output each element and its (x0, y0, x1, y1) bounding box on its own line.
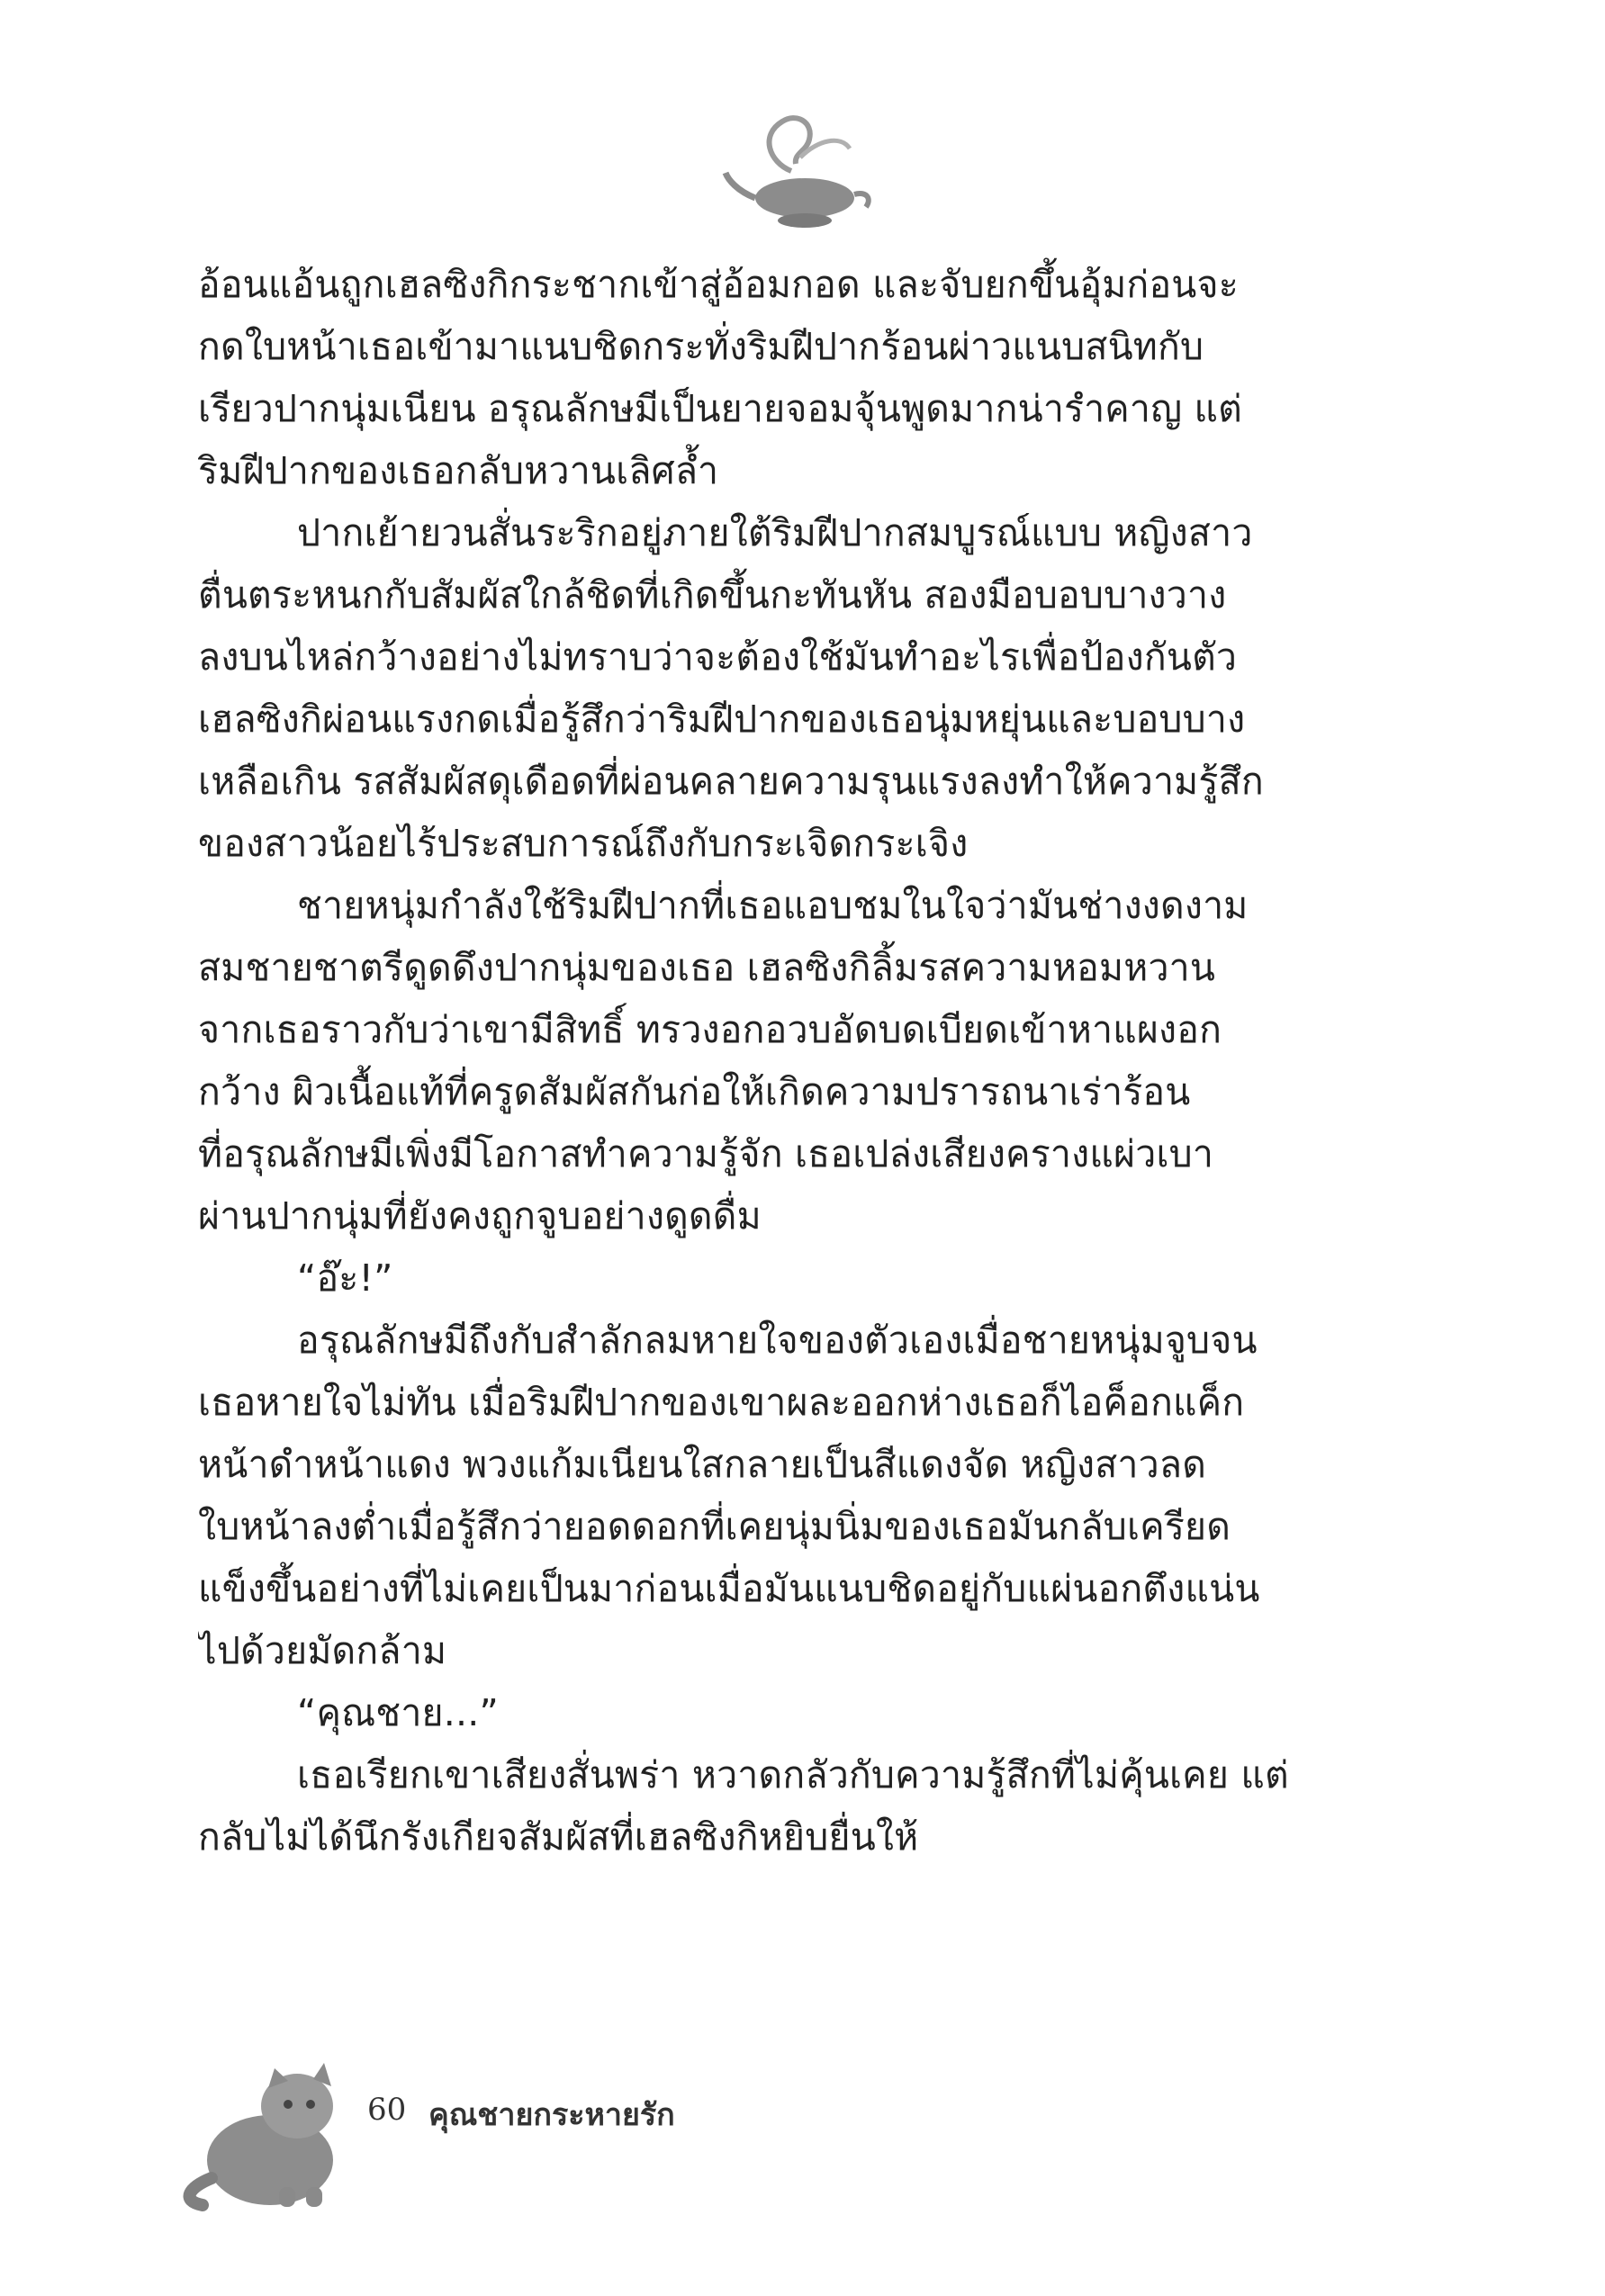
text-line: ริมฝีปากของเธอกลับหวานเลิศล้ำ (198, 449, 719, 492)
text-line: แข็งขึ้นอย่างที่ไม่เคยเป็นมาก่อนเมื่อมันแนบชิดอยู่กับแผ่นอกตึงแน่น (198, 1567, 1260, 1610)
text-line: ของสาวน้อยไร้ประสบการณ์ถึงกับกระเจิดกระเจิง (198, 822, 969, 865)
text-line: เธอเรียกเขาเสียงสั่นพร่า หวาดกลัวกับความรู้สึกที่ไม่คุ้นเคย แต่ (297, 1753, 1289, 1796)
text-line: หน้าดำหน้าแดง พวงแก้มเนียนใสกลายเป็นสีแดงจัด หญิงสาวลด (198, 1443, 1207, 1486)
text-line: “อ๊ะ!” (297, 1256, 393, 1300)
text-line: ลงบนไหล่กว้างอย่างไม่ทราบว่าจะต้องใช้มันทำอะไรเพื่อป้องกันตัว (198, 635, 1238, 679)
text-line: อ้อนแอ้นถูกเฮลซิงกิกระชากเข้าสู่อ้อมกอด และจับยกขึ้นอุ้มก่อนจะ (198, 263, 1239, 306)
text-line: ไปด้วยมัดกล้าม (198, 1629, 447, 1672)
page-number: 60 (367, 2092, 407, 2128)
text-line: ที่อรุณลักษมีเพิ่งมีโอกาสทำความรู้จัก เธอเปล่งเสียงครางแผ่วเบา (198, 1132, 1214, 1175)
text-line: ตื่นตระหนกกับสัมผัสใกล้ชิดที่เกิดขึ้นกะทันหัน สองมือบอบบางวาง (198, 573, 1227, 617)
page-footer (162, 2052, 792, 2214)
text-line: เฮลซิงกิผ่อนแรงกดเมื่อรู้สึกว่าริมฝีปากของเธอนุ่มหยุ่นและบอบบาง (198, 698, 1246, 741)
text-line: เธอหายใจไม่ทัน เมื่อริมฝีปากของเขาผละออกห่างเธอก็ไอค็อกแค็ก (198, 1381, 1245, 1424)
text-line: กลับไม่ได้นึกรังเกียจสัมผัสที่เฮลซิงกิหยิบยื่นให้ (198, 1815, 919, 1859)
text-line: เรียวปากนุ่มเนียน อรุณลักษมีเป็นยายจอมจุ้นพูดมากน่ารำคาญ แต่ (198, 387, 1242, 430)
text-line: สมชายชาตรีดูดดึงปากนุ่มของเธอ เฮลซิงกิลิ้มรสความหอมหวาน (198, 946, 1216, 989)
text-line: ชายหนุ่มกำลังใช้ริมฝีปากที่เธอแอบชมในใจว่ามันช่างงดงาม (297, 884, 1249, 927)
text-line: อรุณลักษมีถึงกับสำลักลมหายใจของตัวเองเมื่อชายหนุ่มจูบจน (297, 1319, 1258, 1362)
text-line: กดใบหน้าเธอเข้ามาแนบชิดกระทั่งริมฝีปากร้อนผ่าวแนบสนิทกับ (198, 325, 1204, 368)
text-line: ปากเย้ายวนสั่นระริกอยู่ภายใต้ริมฝีปากสมบูรณ์แบบ หญิงสาว (297, 511, 1253, 554)
text-line: ใบหน้าลงต่ำเมื่อรู้สึกว่ายอดดอกที่เคยนุ่มนิ่มของเธอมันกลับเครียด (198, 1505, 1231, 1548)
genie-lamp-icon (706, 108, 886, 234)
text-line: ผ่านปากนุ่มที่ยังคงถูกจูบอย่างดูดดื่ม (198, 1194, 762, 1238)
body-text (198, 254, 1341, 1868)
text-line: จากเธอราวกับว่าเขามีสิทธิ์ ทรวงอกอวบอัดบดเบียดเข้าหาแผงอก (198, 1008, 1222, 1051)
text-line: “คุณชาย...” (297, 1691, 499, 1734)
book-title: คุณชายกระหายรัก (428, 2097, 675, 2133)
text-line: เหลือเกิน รสสัมผัสดุเดือดที่ผ่อนคลายความรุนแรงลงทำให้ความรู้สึก (198, 760, 1264, 803)
cat-icon (162, 2052, 378, 2214)
text-line: กว้าง ผิวเนื้อแท้ที่ครูดสัมผัสกันก่อให้เกิดความปรารถนาเร่าร้อน (198, 1070, 1191, 1113)
